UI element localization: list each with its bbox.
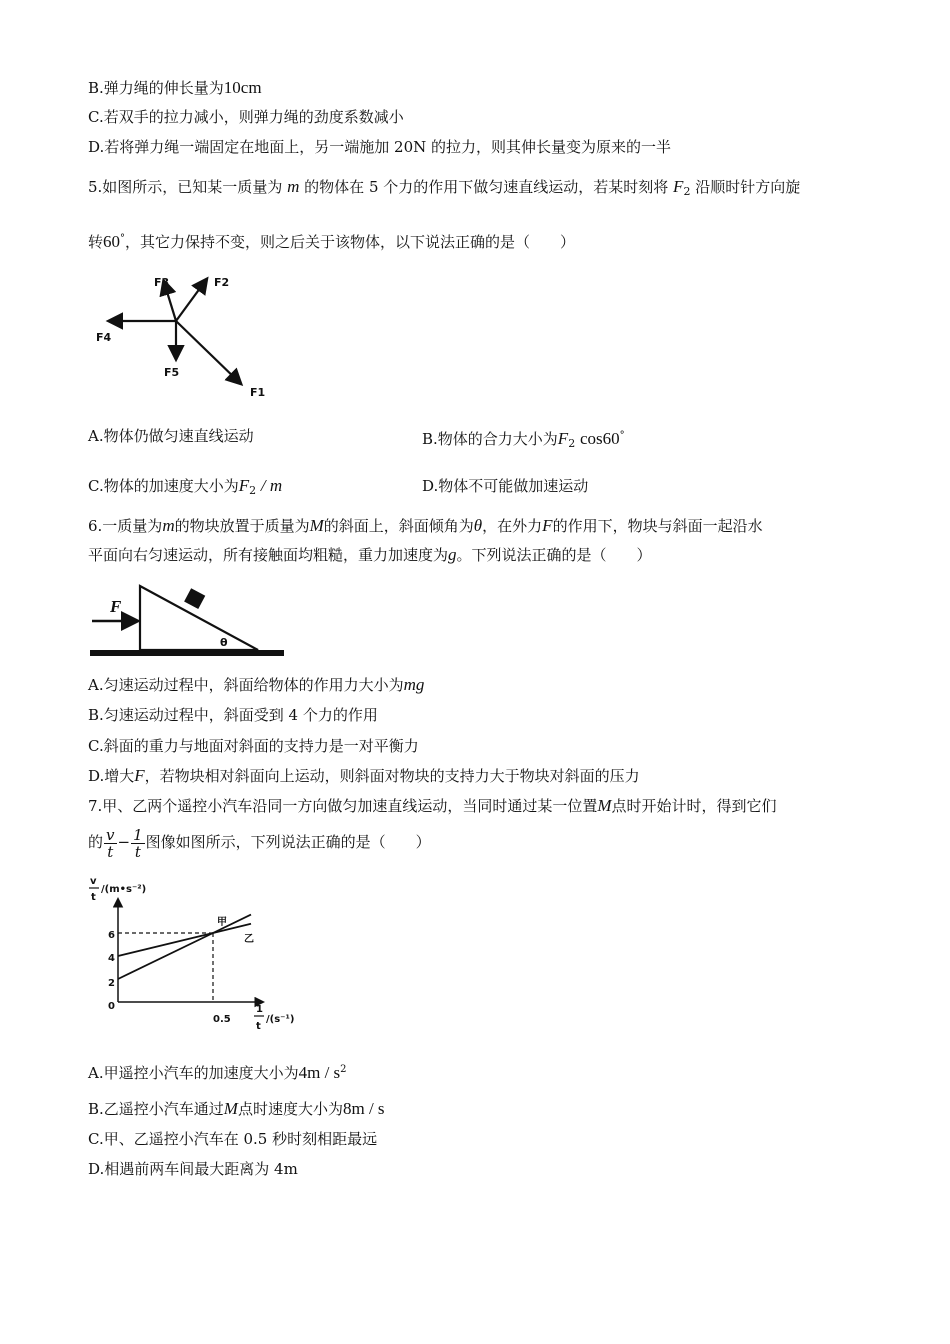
q5-option-c: C.物体的加速度大小为$F_2$ / m [88, 476, 283, 497]
series-line-yi [118, 924, 251, 956]
q7-option-d: D.相遇前两车间最大距离为 4m [88, 1160, 298, 1178]
xlabel-num: 1 [256, 1004, 263, 1015]
q4-option-b: B.弹力绳的伸长量为10cm [88, 78, 262, 97]
ytick-4: 4 [108, 953, 115, 964]
q7-option-c: C.甲、乙遥控小汽车在 0.5 秒时刻相距最远 [88, 1130, 378, 1148]
ytick-6: 6 [108, 930, 115, 941]
ylabel-num: v [90, 876, 97, 887]
force-f1-arrow [176, 321, 240, 383]
label-theta: θ [220, 636, 228, 649]
q6-option-d: D.增大F，若物块相对斜面向上运动，则斜面对物块的支持力大于物块对斜面的压力 [88, 766, 640, 785]
ytick-2: 2 [108, 978, 115, 989]
xlabel-den: t [256, 1021, 261, 1032]
label-yi: 乙 [244, 934, 254, 945]
q6-stem-line2: 平面向右匀速运动，所有接触面均粗糙，重力加速度为g。下列说法正确的是（ ） [88, 545, 652, 564]
label-jia: 甲 [217, 917, 227, 928]
q6-stem-line1: 6.一质量为m的物块放置于质量为M的斜面上，斜面倾角为θ，在外力F的作用下，物块与斜面一起沿水 [88, 516, 763, 535]
block [184, 588, 205, 609]
q7-option-b: B.乙遥控小汽车通过M点时速度大小为8m / s [88, 1099, 385, 1118]
label-f2: F2 [214, 276, 230, 289]
q7-stem-line1: 7.甲、乙两个遥控小汽车沿同一方向做匀加速直线运动，当同时通过某一位置M点时开始计时，得到它们 [88, 796, 777, 815]
q4-option-c: C.若双手的拉力减小，则弹力绳的劲度系数减小 [88, 108, 404, 126]
series-line-jia [118, 915, 251, 979]
ylabel-den: t [91, 892, 96, 903]
q6-incline-diagram [88, 578, 288, 660]
q5-option-a: A.物体仍做匀速直线运动 [88, 427, 254, 445]
q6-option-b: B.匀速运动过程中，斜面受到 4 个力的作用 [88, 706, 378, 724]
q7-vt-chart [86, 872, 296, 1036]
q7-option-a: A.甲遥控小汽车的加速度大小为$4m / s^2$ [88, 1063, 347, 1082]
q7-stem-line2: 的 $\frac{v}{t}$ − $\frac{1}{t}$ 图像如图所示，下列说法正确的是（ ） [88, 825, 431, 861]
q5-option-d: D.物体不可能做加速运动 [422, 477, 589, 495]
q6-option-a: A.匀速运动过程中，斜面给物体的作用力大小为mg [88, 675, 425, 694]
xlabel-unit: /(s⁻¹) [266, 1014, 295, 1025]
frac-v-t: $\frac{v}{t}$ [106, 825, 115, 861]
label-f1: F1 [250, 386, 266, 399]
label-f4: F4 [96, 331, 112, 344]
q4-option-d: D.若将弹力绳一端固定在地面上，另一端施加 20N 的拉力，则其伸长量变为原来的一半 [88, 138, 672, 156]
ylabel-unit: /(m•s⁻²) [101, 884, 147, 895]
frac-1-t: $\frac{1}{t}$ [133, 825, 143, 861]
q6-option-c: C.斜面的重力与地面对斜面的支持力是一对平衡力 [88, 737, 419, 755]
force-f2-arrow [176, 280, 206, 321]
q5-stem-line1: 5.如图所示，已知某一质量为 m 的物体在 5 个力的作用下做匀速直线运动，若某时刻将 $F_2$ 沿顺时针方向旋 [88, 177, 801, 198]
ytick-0: 0 [108, 1001, 115, 1012]
xtick-0.5: 0.5 [213, 1014, 231, 1025]
q5-option-b: B.物体的合力大小为$F_2$ cos60° [422, 429, 625, 450]
q5-force-diagram [88, 268, 268, 408]
label-f5: F5 [164, 366, 180, 379]
q5-stem-line2: 转60°，其它力保持不变，则之后关于该物体，以下说法正确的是（ ） [88, 232, 576, 251]
label-f3: F3 [154, 276, 170, 289]
label-f: F [110, 597, 122, 616]
